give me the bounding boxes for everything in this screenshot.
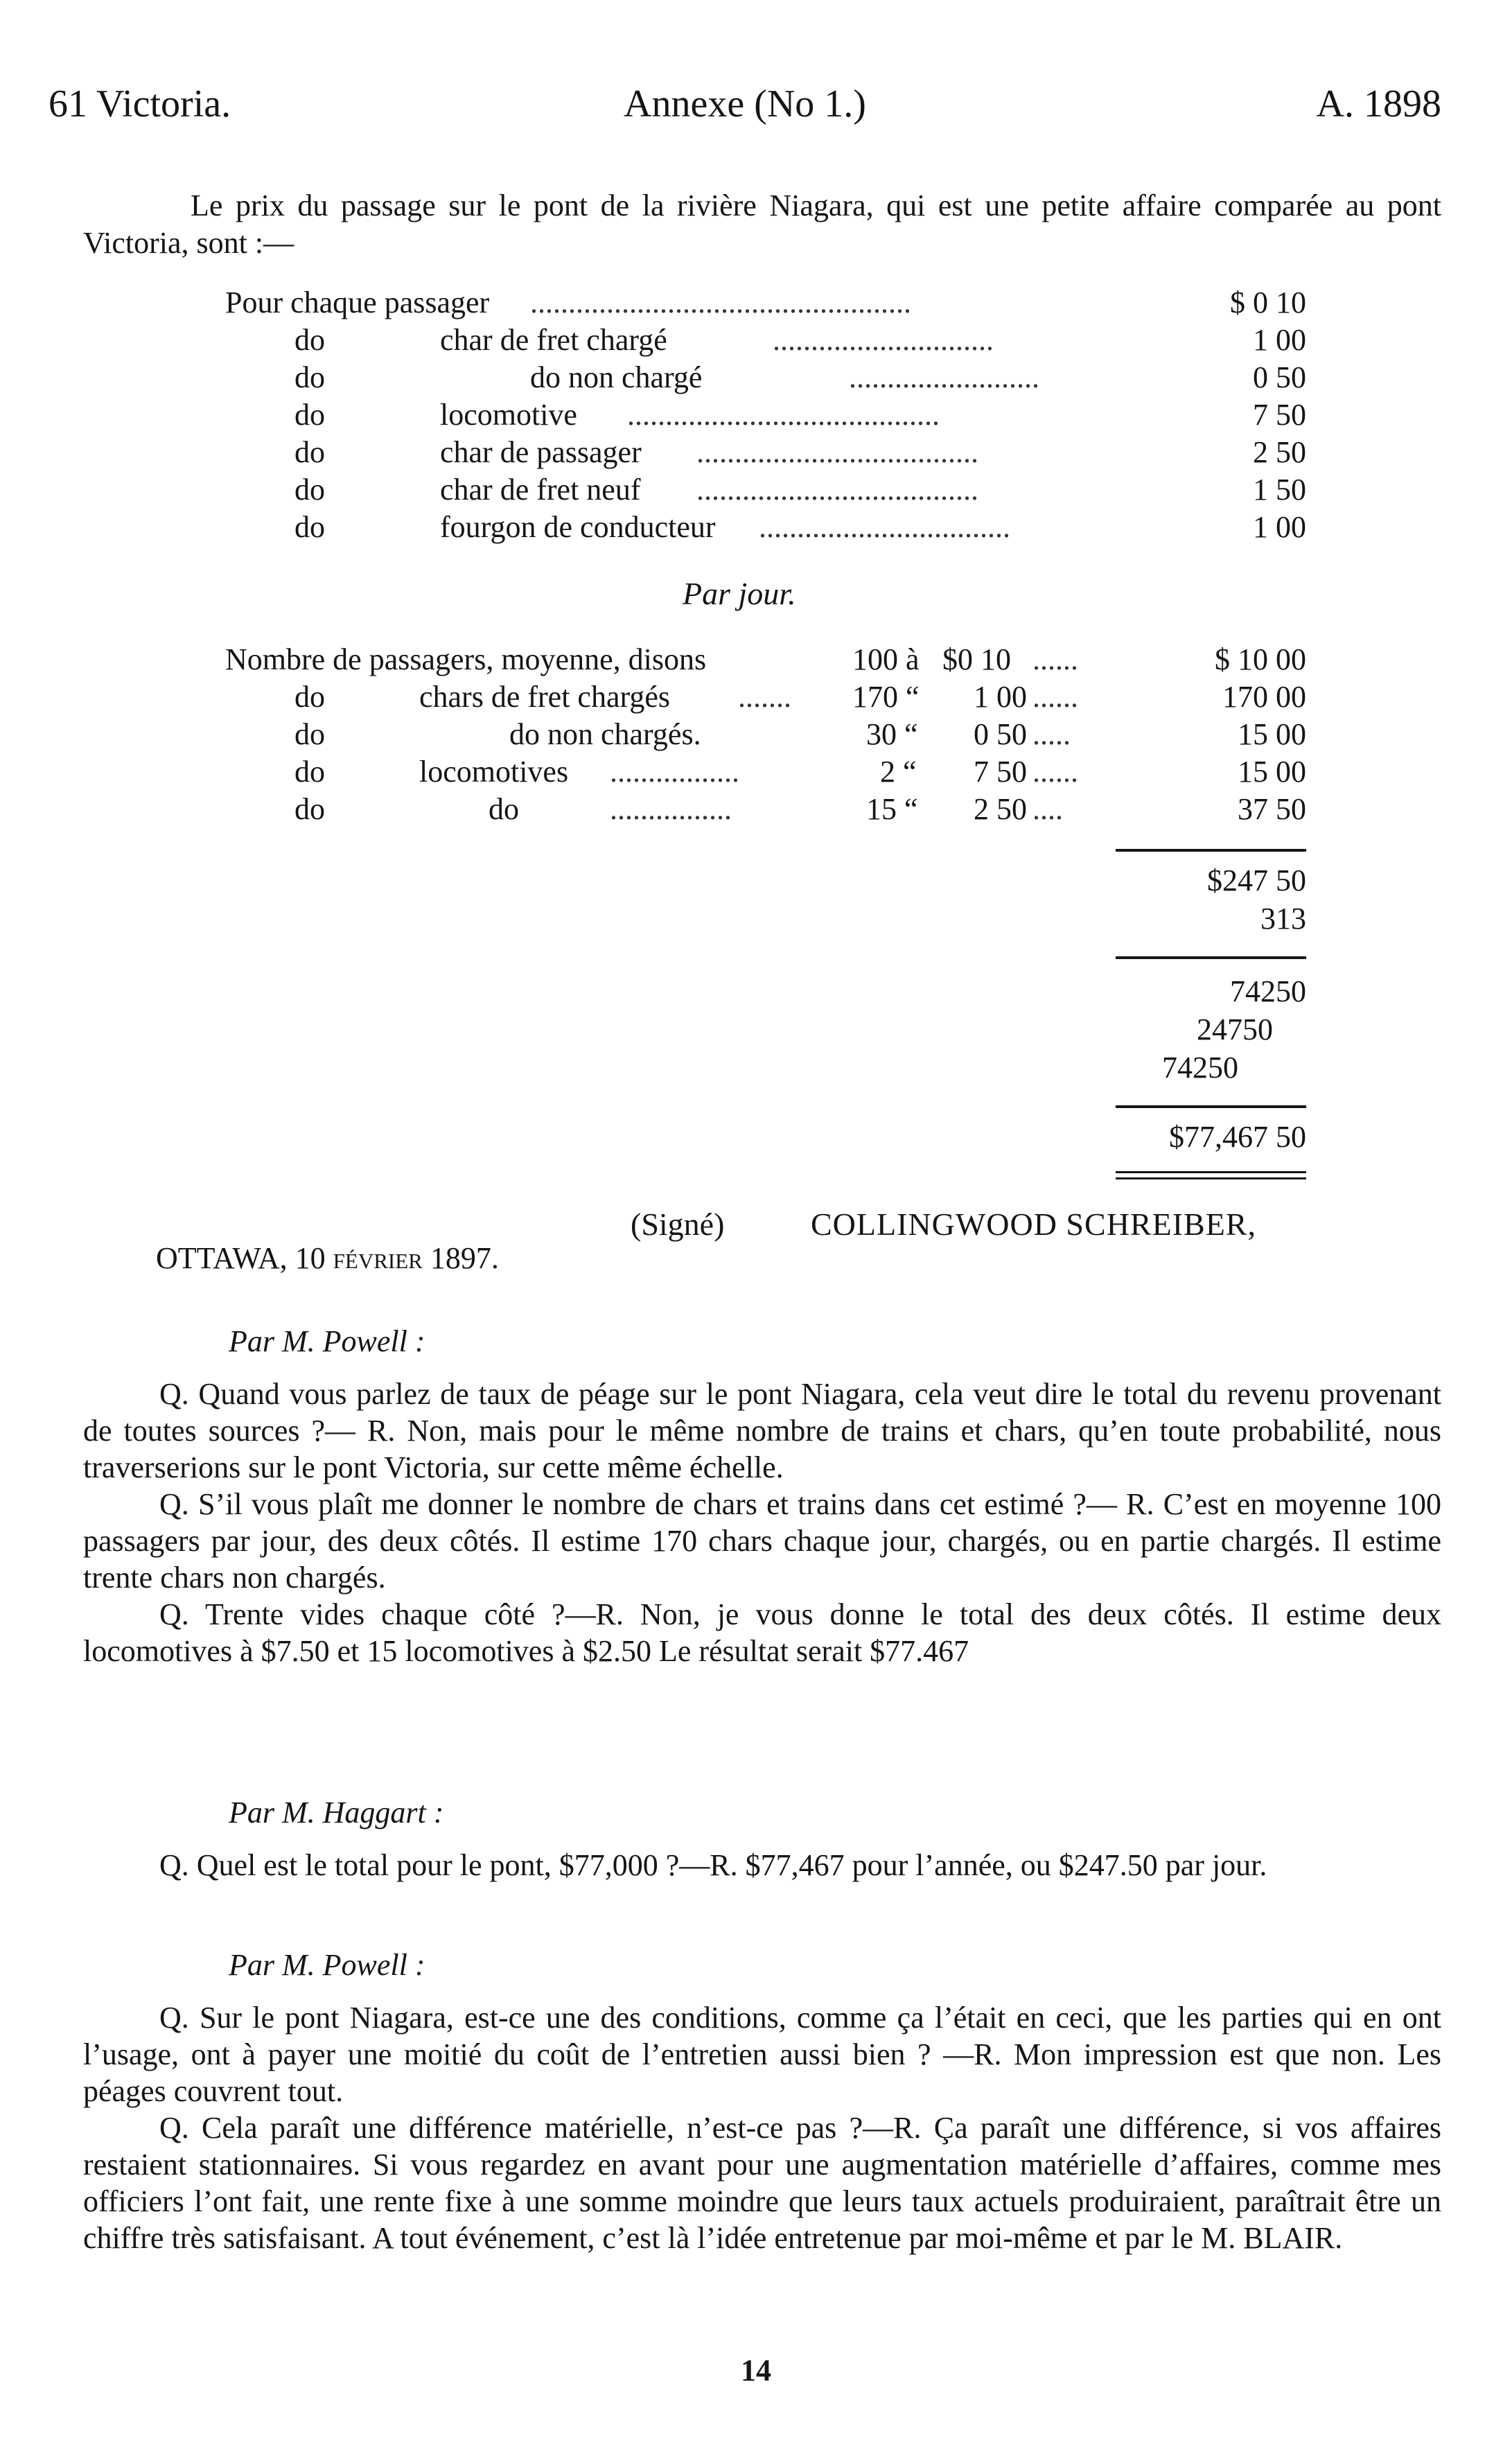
daily-row: do do ................ 15 “ 2 50 .... 37 50 <box>225 791 1306 828</box>
speaker-heading: Par M. Powell : <box>229 1948 425 1982</box>
leader-dots: ......................... <box>849 360 1039 394</box>
partial-product: 74250 <box>1230 974 1306 1008</box>
intro-paragraph: Le prix du passage sur le pont de la rivière Niagara, qui est une petite affaire comparée au pont Victoria, sont :— <box>83 188 1441 260</box>
signed-note: (Signé) <box>631 1206 725 1242</box>
tariff-row: Pour chaque passager .................................................. $ 0 10 <box>225 284 1306 322</box>
leader-dots: ...... <box>1032 680 1078 714</box>
tariff-row: do char de fret chargé ............................. 1 00 <box>225 322 1306 359</box>
daily-row: do locomotives ................. 2 “ 7 50 ...... 15 00 <box>225 753 1306 791</box>
leader-dots: ................ <box>610 792 732 826</box>
leader-dots: ...... <box>1032 755 1078 789</box>
daily-table <box>225 641 1306 828</box>
page-header <box>49 82 1441 137</box>
testimony-paragraph: Q. Cela paraît une différence matérielle, n’est-ce pas ?—R. Ça paraît une différence, si vos affaires restaient stationnaires. Si vous regardez en avant pour une augmentation matérielle d’affaires, comme mes officiers l’ont fait, une rente fixe à une somme moindre que leurs taux actuels produiraient, paraîtrait être un chiffre très satisfaisant. A tout événement, c’est là l’idée entretenue par moi-même et par le M. BLAIR. <box>83 2111 1441 2255</box>
testimony-block <box>83 1847 1441 1884</box>
leader-dots: ...... <box>1032 642 1078 676</box>
leader-dots: ......................................... <box>627 398 940 432</box>
tariff-row: do locomotive ......................................... 7 50 <box>225 396 1306 434</box>
leader-dots: ..... <box>1032 717 1071 751</box>
leader-dots: .... <box>1032 792 1063 826</box>
speaker-heading: Par M. Haggart : <box>229 1796 444 1829</box>
testimony-paragraph: Q. S’il vous plaît me donner le nombre de chars et trains dans cet estimé ?— R. C’est en moyenne 100 passagers par jour, des deux côtés. Il estime 170 chars chaque jour, chargés, ou en partie chargés. Il estime trente chars non chargés. <box>83 1487 1441 1595</box>
testimony-paragraph: Q. Sur le pont Niagara, est-ce une des conditions, comme ça l’était en ceci, que les parties qui en ont l’usage, ont à payer une moitié du coût de l’entretien aussi bien ? —R. Mon impression est que non. Les péages couvrent tout. <box>83 2001 1441 2108</box>
per-day-heading: Par jour. <box>683 576 796 611</box>
leader-dots: ..................................... <box>696 435 978 469</box>
signatory-name: COLLINGWOOD SCHREIBER, <box>811 1206 1256 1242</box>
leader-dots: ..................................... <box>696 473 978 507</box>
speaker-heading: Par M. Powell : <box>229 1324 425 1358</box>
total-rule <box>1116 1105 1306 1108</box>
days-count: 313 <box>1260 902 1306 936</box>
testimony-paragraph: Q. Trente vides chaque côté ?—R. Non, je vous donne le total des deux côtés. Il estime deux locomotives à $7.50 et 15 locomotives à $2.50 Le résultat serait $77.467 <box>83 1597 1441 1668</box>
header-year: A. 1898 <box>1316 82 1441 125</box>
daily-row: do do non chargés. 30 “ 0 50 ..... 15 00 <box>225 716 1306 753</box>
double-rule <box>1116 1171 1306 1173</box>
tariff-table <box>225 284 1306 546</box>
header-session: 61 Victoria. <box>49 82 231 125</box>
testimony-block <box>83 1999 1441 2256</box>
page-number: 14 <box>741 2353 771 2387</box>
leader-dots: ....... <box>738 680 791 714</box>
product-rule <box>1116 956 1306 959</box>
annual-total: $77,467 50 <box>1169 1120 1306 1154</box>
daily-total: $247 50 <box>1207 863 1306 897</box>
tariff-row: do do non chargé ......................... 0 50 <box>225 359 1306 396</box>
testimony-paragraph: Q. Quand vous parlez de taux de péage sur le pont Niagara, cela veut dire le total du revenu provenant de toutes sources ?— R. Non, mais pour le même nombre de trains et chars, qu’en toute probabilité, nous traverserions sur le pont Victoria, sur cette même échelle. <box>83 1377 1441 1484</box>
tariff-row: do fourgon de conducteur ................................. 1 00 <box>225 509 1306 546</box>
place-date: OTTAWA, 10 février 1897. <box>156 1241 499 1275</box>
sum-rule <box>1116 849 1306 852</box>
testimony-paragraph: Q. Quel est le total pour le pont, $77,000 ?—R. $77,467 pour l’année, ou $247.50 par jour. <box>159 1848 1267 1882</box>
leader-dots: ................. <box>610 755 739 789</box>
header-annex: Annexe (No 1.) <box>624 82 866 125</box>
tariff-row: do char de fret neuf ..................................... 1 50 <box>225 471 1306 509</box>
partial-product: 24750 <box>1197 1012 1273 1046</box>
tariff-row: do char de passager ..................................... 2 50 <box>225 434 1306 471</box>
leader-dots: .................................................. <box>530 286 911 319</box>
daily-row: Nombre de passagers, moyenne, disons 100 à $0 10 ...... $ 10 00 <box>225 641 1306 678</box>
partial-product: 74250 <box>1162 1051 1238 1085</box>
daily-row: do chars de fret chargés ....... 170 “ 1 00 ...... 170 00 <box>225 678 1306 716</box>
leader-dots: ............................. <box>773 323 994 357</box>
leader-dots: ................................. <box>759 510 1010 544</box>
testimony-block <box>83 1376 1441 1669</box>
